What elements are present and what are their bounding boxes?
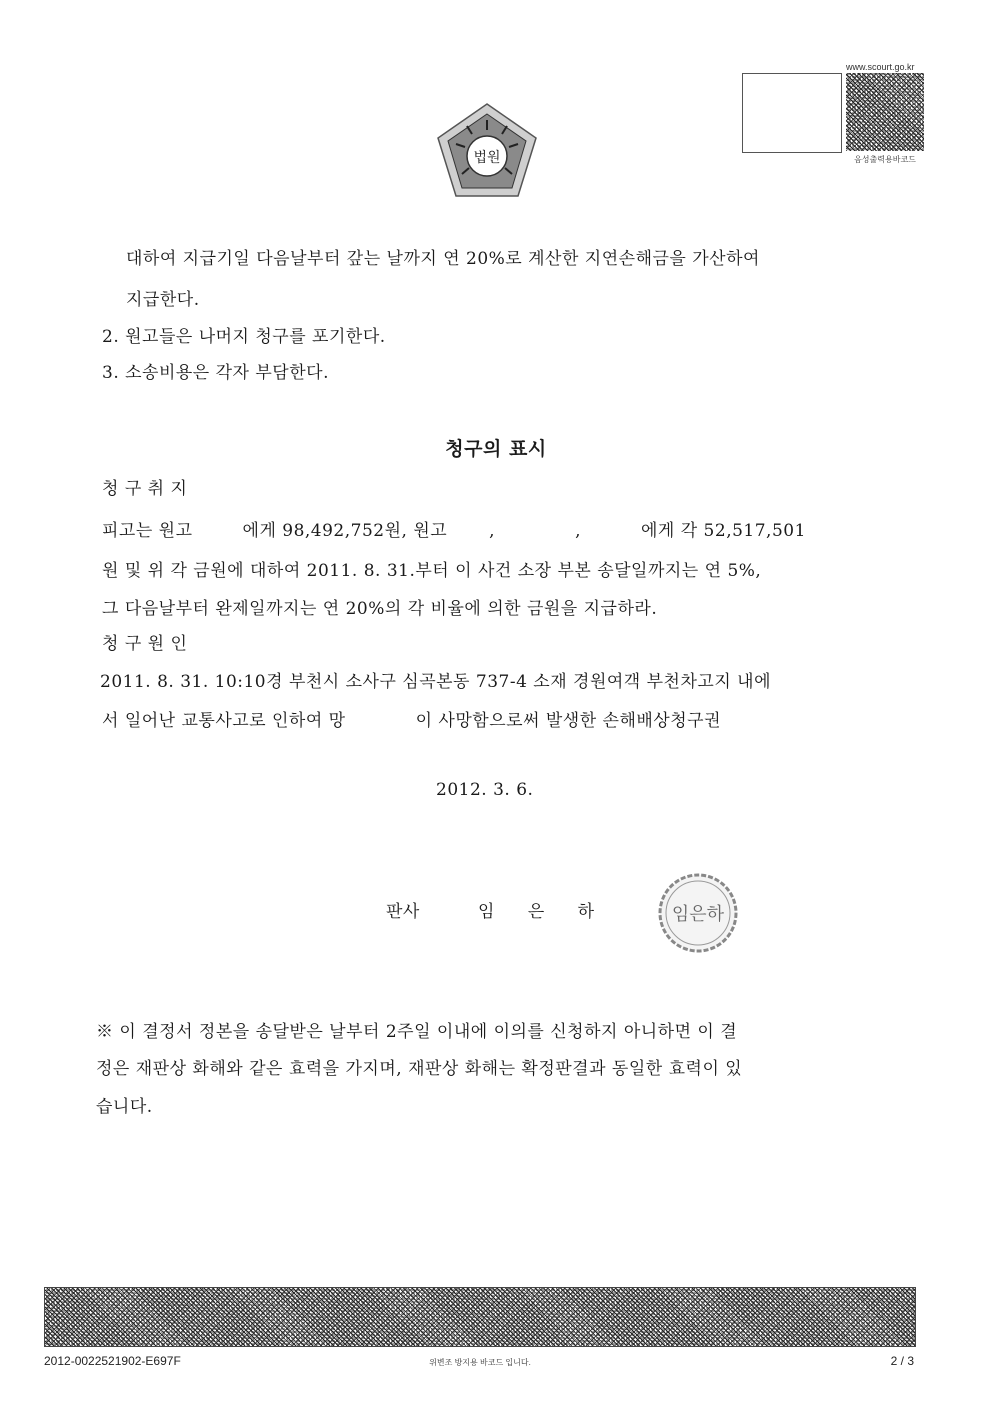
judge-title: 판사 — [386, 902, 420, 922]
court-url: www.scourt.go.kr — [846, 62, 915, 72]
purpose-text-d: , — [575, 521, 581, 541]
claim-cause-line-2 — [102, 706, 721, 731]
judge-name: 임 은 하 — [478, 902, 609, 922]
emblem-label: 법원 — [473, 150, 501, 166]
notice-line-2: 정은 재판상 화해와 같은 효력을 가지며, 재판상 화해는 확정판결과 동일한 효력이 있 — [96, 1059, 743, 1079]
claim-purpose-heading: 청 구 취 지 — [102, 479, 188, 499]
barcode-caption: 음성출력용바코드 — [854, 155, 916, 164]
2d-barcode — [846, 73, 924, 151]
claim-purpose-line-1 — [102, 516, 806, 541]
page-indicator: 2 / 3 — [890, 1354, 914, 1368]
disposition-continuation-1: 대하여 지급기일 다음날부터 갚는 날까지 연 20%로 계산한 지연손해금을 가산하여 — [126, 249, 760, 269]
notice-line-3: 습니다. — [96, 1097, 153, 1117]
cause-text-b: 이 사망함으로써 발생한 손해배상청구권 — [415, 711, 721, 731]
purpose-text-e: 에게 각 52,517,501 — [640, 521, 806, 541]
court-emblem — [432, 100, 542, 200]
seal-text: 임은하 — [671, 904, 725, 925]
judge-seal — [655, 870, 741, 956]
disposition-item-3: 3. 소송비용은 각자 부담한다. — [102, 363, 329, 383]
purpose-text-c: , — [489, 521, 496, 541]
purpose-text-a: 피고는 원고 — [102, 521, 193, 541]
address-box — [742, 73, 842, 153]
cause-text-a: 서 일어난 교통사고로 인하여 망 — [102, 711, 346, 731]
anti-forgery-caption: 위변조 방지용 바코드 입니다. — [429, 1358, 531, 1367]
anti-forgery-barcode — [44, 1287, 916, 1347]
disposition-item-2: 2. 원고들은 나머지 청구를 포기한다. — [102, 327, 386, 347]
claim-cause-line-1: 2011. 8. 31. 10:10경 부천시 소사구 심곡본동 737-4 소재 경원여객 부천차고지 내에 — [100, 672, 771, 692]
document-number: 2012-0022521902-E697F — [44, 1354, 181, 1368]
decision-date: 2012. 3. 6. — [436, 780, 534, 800]
claim-purpose-line-3: 그 다음날부터 완제일까지는 연 20%의 각 비율에 의한 금원을 지급하라. — [102, 599, 658, 619]
claim-cause-heading: 청 구 원 인 — [102, 634, 188, 654]
notice-line-1: ※ 이 결정서 정본을 송달받은 날부터 2주일 이내에 이의를 신청하지 아니하면 이 결 — [96, 1022, 738, 1042]
claim-purpose-line-2: 원 및 위 각 금원에 대하여 2011. 8. 31.부터 이 사건 소장 부본 송달일까지는 연 5%, — [102, 561, 762, 581]
section-title: 청구의 표시 — [445, 438, 547, 460]
disposition-continuation-2: 지급한다. — [126, 290, 200, 310]
purpose-text-b: 에게 98,492,752원, 원고 — [242, 521, 448, 541]
